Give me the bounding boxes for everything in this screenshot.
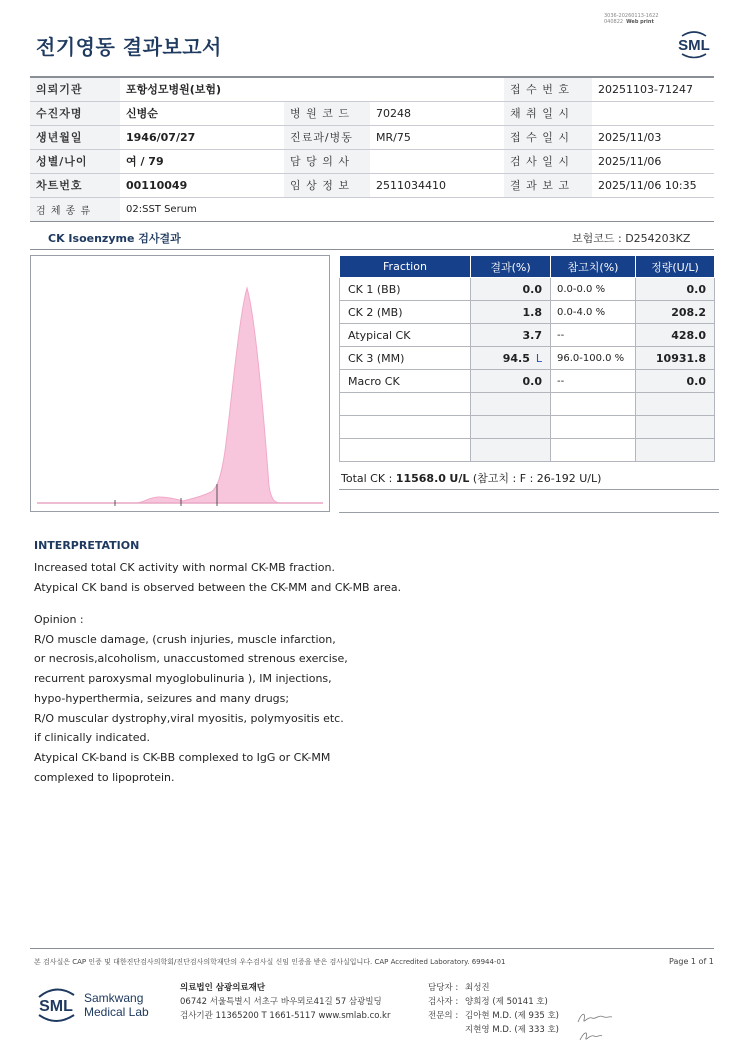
info-row: [30, 149, 714, 173]
densitometry-curve: [37, 288, 323, 503]
info-label: 병 원 코 드: [284, 101, 370, 125]
info-value: [370, 149, 504, 173]
staff-name: 김아현 M.D. (제 935 호): [465, 1011, 560, 1021]
opinion-line: or necrosis,alcoholism, unaccustomed strenous exercise,: [34, 652, 348, 666]
empty-row: [340, 416, 715, 439]
info-value: 2511034410: [370, 173, 504, 197]
section-title: CK Isoenzyme 검사결과: [48, 232, 181, 245]
result-value: 3.7: [522, 328, 542, 342]
result-percent: [471, 301, 551, 324]
result-table: [339, 255, 715, 462]
interpretation-line: Increased total CK activity with normal CK-MB fraction.: [34, 561, 335, 574]
info-label: 검 체 종 류: [30, 197, 120, 221]
opinion-line: R/O muscle damage, (crush injuries, muscle infarction,: [34, 632, 336, 646]
samkwang-logo-text: SML: [39, 998, 73, 1015]
reference-range: 96.0-100.0 %: [551, 347, 636, 370]
fraction-name: CK 3 (MM): [340, 347, 471, 370]
total-unit: U/L: [449, 472, 470, 485]
quantity-value: 428.0: [636, 324, 715, 347]
interpretation-line: Atypical CK band is observed between the CK-MM and CK-MB area.: [34, 581, 402, 594]
document-id: [604, 13, 659, 25]
info-label: 생년월일: [30, 125, 120, 149]
page-title: 전기영동 결과보고서: [36, 35, 222, 59]
info-row: [30, 77, 714, 101]
result-row: [340, 301, 715, 324]
result-row: [340, 278, 715, 301]
info-value: 2025/11/03: [592, 125, 714, 149]
info-value: MR/75: [370, 125, 504, 149]
info-value: [592, 101, 714, 125]
result-percent: [471, 347, 551, 370]
reference-range: --: [551, 324, 636, 347]
quantity-value: 10931.8: [636, 347, 715, 370]
info-value: 70248: [370, 101, 504, 125]
info-label: 접 수 번 호: [504, 77, 592, 101]
staff-info: [428, 981, 559, 1037]
insurance-code: 보험코드 : D254203KZ: [572, 232, 691, 245]
info-row: [30, 101, 714, 125]
bottom-divider: [339, 512, 719, 513]
electrophoresis-svg: [31, 256, 329, 511]
info-value: 2025/11/06 10:35: [592, 173, 714, 197]
total-reference: (참고치 : F : 26-192 U/L): [472, 472, 602, 485]
info-label: 검 사 일 시: [504, 149, 592, 173]
header-result: 결과(%): [471, 256, 551, 278]
reference-range: --: [551, 370, 636, 393]
empty-row: [340, 393, 715, 416]
staff-role: [428, 1023, 465, 1037]
quantity-value: 208.2: [636, 301, 715, 324]
info-row: [30, 125, 714, 149]
patient-info-table: [30, 76, 714, 222]
opinion-line: Atypical CK-band is CK-BB complexed to IgG or CK-MM: [34, 750, 331, 764]
reference-range: 0.0-0.0 %: [551, 278, 636, 301]
section-divider: [30, 249, 714, 250]
logo-name-line2: Medical Lab: [84, 1005, 149, 1019]
staff-row: [428, 981, 559, 995]
info-value: 2025/11/06: [592, 149, 714, 173]
result-percent: [471, 324, 551, 347]
header-quantity: 정량(U/L): [636, 256, 715, 278]
opinion-line: complexed to lipoprotein.: [34, 770, 175, 784]
total-value: 11568.0: [395, 472, 446, 485]
web-print-label: Web print: [626, 19, 654, 25]
quantity-value: 0.0: [636, 370, 715, 393]
document-id-line1: 3036-20260113-1622: [604, 13, 659, 19]
info-value: 1946/07/27: [120, 125, 284, 149]
result-value: 1.8: [522, 305, 542, 319]
info-row: [30, 173, 714, 197]
info-label: 임 상 정 보: [284, 173, 370, 197]
document-id-line2: 040822: [604, 19, 624, 25]
low-flag: L: [535, 351, 542, 365]
opinion-line: R/O muscular dystrophy,viral myositis, polymyositis etc.: [34, 711, 344, 725]
total-ck: [341, 470, 601, 486]
info-label: 의뢰기관: [30, 77, 120, 101]
header-reference: 참고치(%): [551, 256, 636, 278]
fraction-name: CK 1 (BB): [340, 278, 471, 301]
opinion-text: [34, 610, 348, 787]
result-value: 0.0: [522, 282, 542, 296]
interpretation-text: [34, 558, 401, 598]
total-divider: [339, 489, 719, 490]
opinion-line: recurrent paroxysmal myoglobulinuria ), IM injections,: [34, 672, 332, 686]
staff-row: [428, 1023, 559, 1037]
info-label: 채 취 일 시: [504, 101, 592, 125]
info-label: 접 수 일 시: [504, 125, 592, 149]
interpretation-title: INTERPRETATION: [34, 539, 140, 552]
electrophoresis-graph: [30, 255, 330, 512]
info-value: 00110049: [120, 173, 284, 197]
staff-name: 최성진: [465, 983, 490, 993]
organization-info: [180, 981, 390, 1023]
result-row: [340, 324, 715, 347]
result-row: [340, 370, 715, 393]
info-value: 20251103-71247: [592, 77, 714, 101]
result-row: [340, 347, 715, 370]
result-value: 0.0: [522, 374, 542, 388]
staff-role: 담당자 :: [428, 983, 459, 993]
fraction-name: Atypical CK: [340, 324, 471, 347]
info-value: 신병순: [120, 101, 284, 125]
result-header-row: [340, 256, 715, 278]
accreditation-note: 본 검사실은 CAP 인증 및 대한진단검사의학회/진단검사의학재단의 우수검사실 신임 인증을 받은 검사실입니다. CAP Accredited Laboratory. 69944-01: [34, 958, 506, 966]
info-label: 수진자명: [30, 101, 120, 125]
total-prefix: Total CK :: [341, 472, 393, 485]
opinion-title: Opinion :: [34, 613, 84, 626]
footer-divider: [30, 948, 714, 949]
staff-row: [428, 995, 559, 1009]
org-contact: 검사기관 11365200 T 1661-5117 www.smlab.co.kr: [180, 1011, 391, 1021]
info-label: 담 당 의 사: [284, 149, 370, 173]
info-label: 차트번호: [30, 173, 120, 197]
info-value: 여 / 79: [120, 149, 284, 173]
signature-image: [574, 1008, 614, 1044]
logo-name-line1: Samkwang: [84, 991, 144, 1005]
quantity-value: 0.0: [636, 278, 715, 301]
info-label: 진료과/병동: [284, 125, 370, 149]
opinion-line: hypo-hyperthermia, seizures and many drugs;: [34, 691, 290, 705]
samkwang-logo: [36, 983, 156, 1027]
staff-role: 검사자 :: [428, 997, 459, 1007]
reference-range: 0.0-4.0 %: [551, 301, 636, 324]
info-row: [30, 197, 714, 221]
page-number: Page 1 of 1: [669, 957, 714, 966]
info-value: 포항성모병원(보험): [120, 77, 504, 101]
result-percent: [471, 278, 551, 301]
header-fraction: Fraction: [340, 256, 471, 278]
sml-logo-text: SML: [678, 37, 710, 54]
fraction-name: Macro CK: [340, 370, 471, 393]
sml-logo: [674, 26, 714, 62]
empty-row: [340, 439, 715, 462]
info-label: 성별/나이: [30, 149, 120, 173]
staff-role: 전문의 :: [428, 1011, 459, 1021]
fraction-name: CK 2 (MB): [340, 301, 471, 324]
staff-name: 양희정 (제 50141 호): [465, 997, 548, 1007]
info-label: 결 과 보 고: [504, 173, 592, 197]
result-value: 94.5: [502, 351, 530, 365]
info-value: 02:SST Serum: [120, 197, 714, 221]
staff-row: [428, 1009, 559, 1023]
staff-name: 지현영 M.D. (제 333 호): [465, 1025, 560, 1035]
result-percent: [471, 370, 551, 393]
org-address: 06742 서울특별시 서초구 바우뫼로41길 57 삼광빌딩: [180, 997, 382, 1007]
org-name: 의료법인 삼광의료재단: [180, 983, 266, 993]
opinion-line: if clinically indicated.: [34, 731, 150, 745]
